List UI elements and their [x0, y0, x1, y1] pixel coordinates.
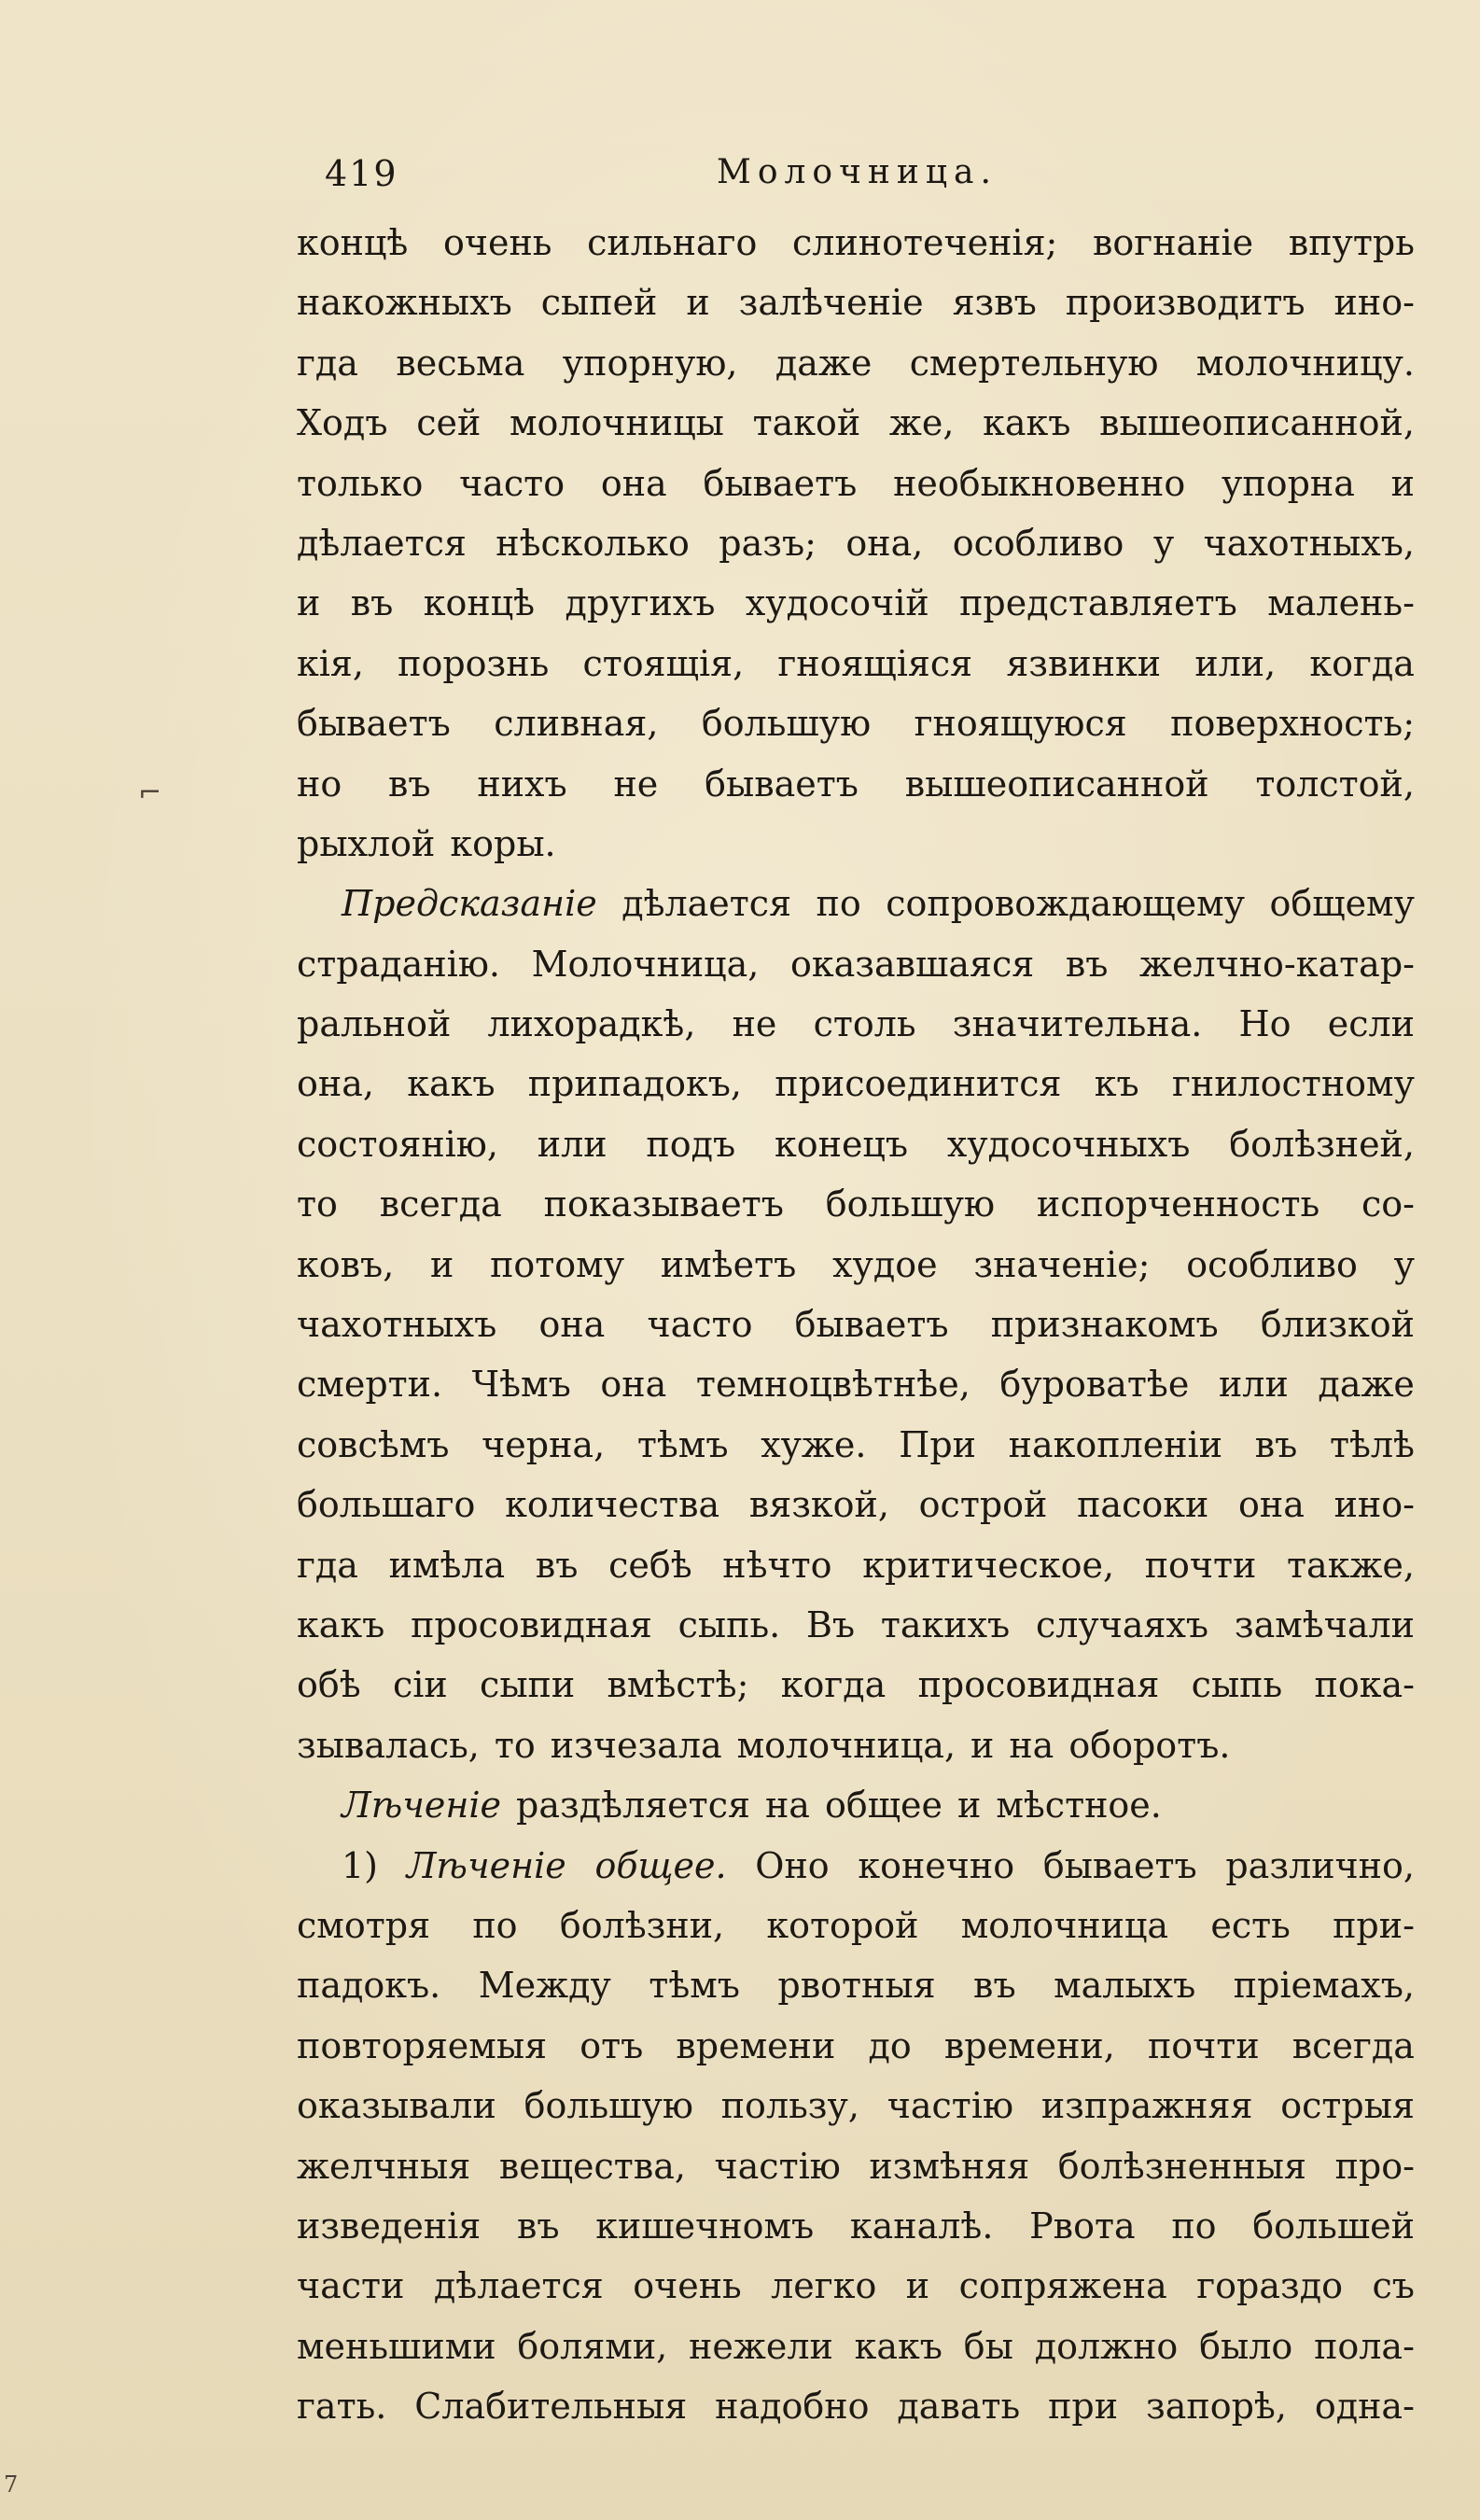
- word: въ: [388, 763, 431, 805]
- word: чахотныхъ: [297, 1304, 497, 1346]
- word: молочница: [960, 1904, 1169, 1946]
- text-line: [297, 1595, 1415, 1655]
- word: было: [1199, 2325, 1293, 2367]
- word: она,: [845, 522, 924, 564]
- word: и: [686, 282, 710, 324]
- word: когда: [780, 1664, 887, 1706]
- word: концѣ: [297, 222, 409, 263]
- word: у: [1393, 1243, 1415, 1285]
- word: представляетъ: [959, 582, 1237, 624]
- word: къ: [1094, 1063, 1139, 1105]
- word: большую: [825, 1183, 996, 1225]
- word: имѣла: [388, 1544, 506, 1586]
- text-line: [297, 634, 1415, 693]
- word: и: [957, 1785, 982, 1827]
- word: времени: [676, 2024, 836, 2066]
- text-line: [297, 1174, 1415, 1234]
- word: но: [297, 763, 342, 805]
- word: различно,: [1225, 1844, 1415, 1886]
- page-number: 419: [325, 153, 398, 194]
- word: гораздо: [1196, 2265, 1344, 2307]
- word: и: [430, 1243, 454, 1285]
- word: по: [472, 1904, 518, 1946]
- word: времени,: [943, 2024, 1115, 2066]
- word: со-: [1361, 1183, 1415, 1225]
- word: какъ: [983, 402, 1071, 444]
- word: тѣмъ: [649, 1965, 740, 2007]
- word: смертельную: [909, 342, 1159, 384]
- word: хуже.: [761, 1423, 867, 1465]
- word: толстой,: [1255, 763, 1415, 805]
- word: большую: [524, 2085, 693, 2127]
- word: близкой: [1260, 1304, 1415, 1346]
- word: нихъ: [477, 763, 567, 805]
- word: въ: [516, 2205, 560, 2247]
- running-title: Молочница.: [717, 153, 998, 191]
- word: запорѣ,: [1146, 2386, 1287, 2428]
- word: другихъ: [565, 582, 716, 624]
- word: или: [1218, 1364, 1289, 1406]
- word: частію: [714, 2145, 841, 2187]
- text-line: [297, 2376, 1415, 2436]
- word: вышеописанной,: [1099, 402, 1415, 444]
- word: болѣзни,: [559, 1904, 725, 1946]
- word: до: [868, 2024, 912, 2066]
- word: гать.: [297, 2386, 387, 2428]
- word: бываетъ: [794, 1304, 949, 1346]
- text-line: [297, 1114, 1415, 1174]
- word: конецъ: [774, 1123, 909, 1165]
- word: то: [494, 1724, 536, 1766]
- word: разъ;: [719, 522, 817, 564]
- word: ральной: [297, 1003, 452, 1045]
- word: въ: [973, 1965, 1016, 2007]
- word: рвотныя: [777, 1965, 936, 2007]
- word: стоящія,: [582, 642, 745, 684]
- word: отъ: [579, 2024, 644, 2066]
- word: особливо: [1186, 1243, 1358, 1285]
- word: и: [970, 1724, 995, 1766]
- text-line: [297, 754, 1415, 814]
- word: коры.: [450, 822, 556, 864]
- word: меньшими: [297, 2325, 496, 2367]
- word: рыхлой: [297, 822, 436, 864]
- word: просовидная: [917, 1664, 1160, 1706]
- text-line: [297, 1295, 1415, 1354]
- word: Слабительныя: [414, 2386, 688, 2428]
- word: черна,: [482, 1423, 606, 1465]
- word: она,: [297, 1063, 374, 1105]
- word: должно: [1034, 2325, 1179, 2367]
- word: часто: [459, 462, 565, 504]
- word: оказывали: [297, 2085, 496, 2127]
- text-line: [297, 2256, 1415, 2316]
- word: Лѣченіе: [406, 1844, 566, 1886]
- word: всегда: [379, 1183, 502, 1225]
- word: количества: [505, 1484, 720, 1526]
- word: мѣстное.: [996, 1785, 1162, 1827]
- word: желчныя: [297, 2145, 471, 2187]
- text-line: [297, 994, 1415, 1054]
- word: легко: [771, 2265, 877, 2307]
- word: состоянію,: [297, 1123, 498, 1165]
- word: Предсказаніе: [342, 883, 597, 925]
- word: есть: [1210, 1904, 1291, 1946]
- text-line: [297, 1655, 1415, 1715]
- text-line: [297, 393, 1415, 453]
- word: даже: [1318, 1364, 1415, 1406]
- word: она: [1238, 1484, 1305, 1526]
- word: болѣзненныя: [1057, 2145, 1307, 2187]
- word: необыкновенно: [893, 462, 1186, 504]
- word: такихъ: [880, 1603, 1011, 1645]
- word: язвинки: [1006, 642, 1162, 684]
- word: въ: [535, 1544, 579, 1586]
- word: съ: [1372, 2265, 1415, 2307]
- word: вещества,: [498, 2145, 686, 2187]
- word: пока-: [1314, 1664, 1415, 1706]
- word: упорна: [1222, 462, 1355, 504]
- word: порознь: [398, 642, 550, 684]
- word: при: [1048, 2386, 1119, 2428]
- word: Ходъ: [297, 402, 388, 444]
- word: общему: [1269, 883, 1415, 925]
- word: худое: [832, 1243, 938, 1285]
- word: почти: [1144, 1544, 1257, 1586]
- word: болями,: [517, 2325, 668, 2367]
- word: изведенія: [297, 2205, 482, 2247]
- word: повторяемыя: [297, 2024, 548, 2066]
- word: при-: [1333, 1904, 1415, 1946]
- word: изпражняя: [1040, 2085, 1253, 2127]
- word: нѣсколько: [496, 522, 690, 564]
- word: себѣ: [608, 1544, 692, 1586]
- text-line: [297, 2196, 1415, 2256]
- word: слинотеченія;: [792, 222, 1058, 263]
- word: болѣзней,: [1229, 1123, 1415, 1165]
- word: вязкой,: [748, 1484, 889, 1526]
- word: одна-: [1314, 2386, 1415, 2428]
- word: въ: [350, 582, 394, 624]
- word: дѣлается: [297, 522, 467, 564]
- word: бываетъ: [705, 763, 859, 805]
- text-line: [297, 2317, 1415, 2376]
- word: язвъ: [952, 282, 1037, 324]
- word: изчезала: [550, 1724, 722, 1766]
- word: 1): [342, 1844, 379, 1886]
- word: значеніе;: [973, 1243, 1151, 1285]
- word: пріемахъ,: [1233, 1965, 1415, 2007]
- word: же,: [888, 402, 955, 444]
- word: Но: [1238, 1003, 1292, 1045]
- word: конечно: [858, 1844, 1015, 1886]
- word: малень-: [1267, 582, 1415, 624]
- word: сыпь: [1191, 1664, 1283, 1706]
- word: смотря: [297, 1904, 431, 1946]
- word: припадокъ,: [527, 1063, 743, 1105]
- word: накожныхъ: [297, 282, 512, 324]
- word: общее: [824, 1785, 942, 1827]
- word: сыпи: [480, 1664, 576, 1706]
- word: Въ: [805, 1603, 856, 1645]
- word: признакомъ: [990, 1304, 1219, 1346]
- word: часто: [647, 1304, 753, 1346]
- word: просовидная: [411, 1603, 652, 1645]
- word: сильнаго: [587, 222, 758, 263]
- text-line: [297, 1235, 1415, 1295]
- word: оказавшаяся: [789, 943, 1035, 985]
- word: зывалась,: [297, 1724, 480, 1766]
- text-line: [297, 1715, 1415, 1775]
- text-line: [297, 1535, 1415, 1595]
- word: дѣлается: [621, 883, 792, 925]
- word: какъ: [297, 1603, 385, 1645]
- word: надобно: [715, 2386, 870, 2428]
- word: какъ: [407, 1063, 496, 1105]
- word: пасоки: [1077, 1484, 1209, 1526]
- word: ино-: [1333, 1484, 1415, 1526]
- word: имѣетъ: [660, 1243, 797, 1285]
- word: у: [1152, 522, 1175, 564]
- word: и: [297, 582, 321, 624]
- word: очень: [633, 2265, 742, 2307]
- body-text: [297, 213, 1415, 2436]
- word: концѣ: [423, 582, 536, 624]
- word: ковъ,: [297, 1243, 395, 1285]
- word: лихорадкѣ,: [487, 1003, 696, 1045]
- word: Между: [478, 1965, 611, 2007]
- word: не: [613, 763, 659, 805]
- word: она: [600, 1364, 667, 1406]
- word: Лѣченіе: [342, 1785, 502, 1827]
- word: совсѣмъ: [297, 1423, 450, 1465]
- word: или: [537, 1123, 607, 1165]
- word: раздѣляется: [516, 1785, 750, 1827]
- word: большей: [1252, 2205, 1415, 2247]
- word: она: [538, 1304, 606, 1346]
- word: тѣлѣ: [1329, 1423, 1415, 1465]
- word: потому: [490, 1243, 625, 1285]
- word: и: [905, 2265, 930, 2307]
- word: присоединится: [775, 1063, 1062, 1105]
- word: молочница,: [736, 1724, 956, 1766]
- word: бы: [963, 2325, 1013, 2367]
- word: случаяхъ: [1035, 1603, 1209, 1645]
- word: острыя: [1280, 2085, 1415, 2127]
- word: когда: [1309, 642, 1415, 684]
- text-line: [297, 454, 1415, 513]
- text-line: [297, 1354, 1415, 1414]
- word: особливо: [952, 522, 1124, 564]
- word: сопровождающему: [886, 883, 1246, 925]
- word: на: [764, 1785, 810, 1827]
- word: худосочій: [745, 582, 929, 624]
- word: молочницы: [509, 402, 724, 444]
- text-line: [297, 2136, 1415, 2196]
- page-header: [297, 153, 1398, 209]
- word: въ: [1254, 1423, 1298, 1465]
- word: по: [816, 883, 861, 925]
- word: сливная,: [494, 703, 659, 745]
- word: производитъ: [1065, 282, 1305, 324]
- word: то: [297, 1183, 338, 1225]
- text-line: [297, 513, 1415, 573]
- word: сыпей: [540, 282, 658, 324]
- word: частію: [887, 2085, 1014, 2127]
- word: если: [1327, 1003, 1415, 1045]
- word: дѣлается: [433, 2265, 604, 2307]
- word: давать: [897, 2386, 1021, 2428]
- word: кишечномъ: [595, 2205, 815, 2247]
- text-line: [297, 693, 1415, 753]
- word: буроватѣе: [999, 1364, 1190, 1406]
- word: малыхъ: [1054, 1965, 1196, 2007]
- word: также,: [1287, 1544, 1415, 1586]
- word: гда: [297, 342, 358, 384]
- word: испорченность: [1036, 1183, 1320, 1225]
- word: Оно: [755, 1844, 830, 1886]
- word: поверхность;: [1170, 703, 1415, 745]
- text-line: [297, 573, 1415, 633]
- corner-mark: 7: [4, 2471, 19, 2498]
- word: критическое,: [862, 1544, 1115, 1586]
- word: всегда: [1292, 2024, 1415, 2066]
- word: Чѣмъ: [471, 1364, 571, 1406]
- text-line: [297, 1415, 1415, 1475]
- text-line: [297, 934, 1415, 994]
- word: страданію.: [297, 943, 500, 985]
- word: пола-: [1314, 2325, 1415, 2367]
- word: она: [600, 462, 667, 504]
- text-line: [297, 874, 1415, 933]
- word: сіи: [392, 1664, 448, 1706]
- word: про-: [1334, 2145, 1415, 2187]
- word: пользу,: [720, 2085, 859, 2127]
- text-line: [297, 1896, 1415, 1955]
- word: значительна.: [952, 1003, 1203, 1045]
- word: смерти.: [297, 1364, 443, 1406]
- text-line: [297, 1054, 1415, 1113]
- word: нѣчто: [722, 1544, 832, 1586]
- word: молочницу.: [1195, 342, 1415, 384]
- word: гноящуюся: [914, 703, 1127, 745]
- word: столь: [813, 1003, 916, 1045]
- word: только: [297, 462, 424, 504]
- word: бываетъ: [703, 462, 858, 504]
- word: замѣчали: [1234, 1603, 1415, 1645]
- word: сыпь.: [677, 1603, 781, 1645]
- text-line: [297, 213, 1415, 273]
- word: острой: [918, 1484, 1048, 1526]
- text-line: [297, 273, 1415, 332]
- word: на: [1009, 1724, 1054, 1766]
- word: желчно-катар-: [1138, 943, 1415, 985]
- word: по: [1171, 2205, 1217, 2247]
- word: очень: [442, 222, 552, 263]
- word: бываетъ: [1042, 1844, 1197, 1886]
- word: сопряжена: [958, 2265, 1167, 2307]
- word: сей: [416, 402, 482, 444]
- word: При: [899, 1423, 976, 1465]
- word: упорную,: [562, 342, 738, 384]
- word: даже: [775, 342, 873, 384]
- word: Молочница,: [531, 943, 760, 985]
- word: подъ: [646, 1123, 736, 1165]
- word: ино-: [1333, 282, 1415, 324]
- word: гда: [297, 1544, 358, 1586]
- text-line: [297, 1955, 1415, 2015]
- text-line: [297, 1775, 1415, 1835]
- text-line: [297, 2016, 1415, 2076]
- word: и: [1390, 462, 1415, 504]
- word: показываетъ: [543, 1183, 784, 1225]
- word: худосочныхъ: [946, 1123, 1191, 1165]
- word: такой: [752, 402, 861, 444]
- word: измѣняя: [869, 2145, 1030, 2187]
- text-line: [297, 1475, 1415, 1534]
- word: какъ: [854, 2325, 942, 2367]
- word: вышеописанной: [904, 763, 1209, 805]
- word: гнилостному: [1171, 1063, 1415, 1105]
- word: падокъ.: [297, 1965, 441, 2007]
- word: каналѣ.: [849, 2205, 994, 2247]
- word: накопленіи: [1008, 1423, 1223, 1465]
- word: которой: [766, 1904, 919, 1946]
- word: обѣ: [297, 1664, 361, 1706]
- text-line: [297, 1836, 1415, 1896]
- word: оборотъ.: [1068, 1724, 1231, 1766]
- word: нежели: [689, 2325, 833, 2367]
- word: бываетъ: [297, 703, 451, 745]
- word: гноящіяся: [777, 642, 973, 684]
- word: залѣченіе: [738, 282, 924, 324]
- word: весьма: [396, 342, 525, 384]
- word: кія,: [297, 642, 364, 684]
- word: Рвота: [1029, 2205, 1136, 2247]
- word: вогнаніе: [1093, 222, 1254, 263]
- word: почти: [1147, 2024, 1260, 2066]
- word: общее.: [594, 1844, 727, 1886]
- word: впутрь: [1288, 222, 1415, 263]
- margin-mark: ⌐: [138, 777, 162, 809]
- word: большую: [701, 703, 872, 745]
- word: или,: [1194, 642, 1277, 684]
- word: тѣмъ: [636, 1423, 729, 1465]
- word: въ: [1065, 943, 1109, 985]
- word: вмѣстѣ;: [607, 1664, 749, 1706]
- word: части: [297, 2265, 405, 2307]
- text-line: [297, 814, 1415, 874]
- word: темноцвѣтнѣе,: [695, 1364, 970, 1406]
- word: чахотныхъ,: [1203, 522, 1415, 564]
- text-line: [297, 2076, 1415, 2135]
- text-line: [297, 333, 1415, 393]
- word: не: [732, 1003, 777, 1045]
- word: большаго: [297, 1484, 476, 1526]
